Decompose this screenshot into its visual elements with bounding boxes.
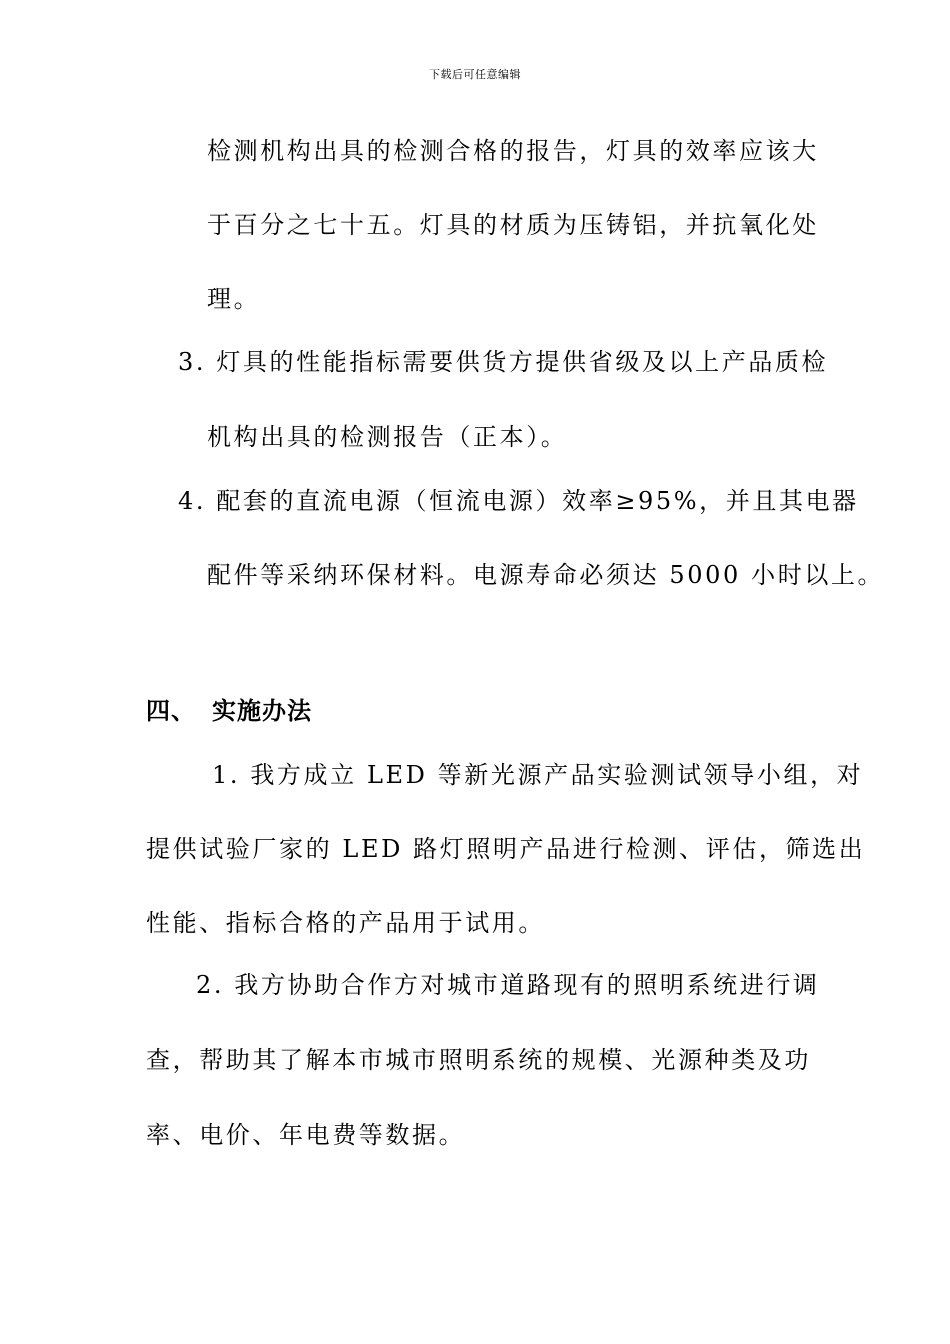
list-item-3-line: 机构出具的检测报告（正本）。 [207,423,568,451]
section-heading [146,696,312,726]
text-line: 检测机构出具的检测合格的报告，灯具的效率应该大 [207,137,819,165]
list-item-4-line: 配件等采纳环保材料。电源寿命必须达 5000 小时以上。 [207,561,885,589]
section-number: 四、 [146,697,196,725]
paragraph-1-line: 性能、指标合格的产品用于试用。 [146,909,545,937]
list-item-4-line: 4. 配套的直流电源（恒流电源）效率≥95%，并且其电器 [178,487,859,515]
section-title: 实施办法 [212,697,312,725]
text-line: 理。 [207,285,261,313]
paragraph-1-line: 1. 我方成立 LED 等新光源产品实验测试领导小组，对 [212,761,864,789]
text-line: 于百分之七十五。灯具的材质为压铸铝，并抗氧化处 [207,211,819,239]
paragraph-2-line: 查，帮助其了解本市城市照明系统的规模、光源种类及功 [146,1046,811,1074]
header-note: 下载后可任意编辑 [429,68,521,81]
paragraph-2-line: 率、电价、年电费等数据。 [146,1121,466,1149]
paragraph-1-line: 提供试验厂家的 LED 路灯照明产品进行检测、评估，筛选出 [146,835,866,863]
list-item-3-line: 3. 灯具的性能指标需要供货方提供省级及以上产品质检 [178,348,829,376]
paragraph-2-line: 2. 我方协助合作方对城市道路现有的照明系统进行调 [196,971,820,999]
